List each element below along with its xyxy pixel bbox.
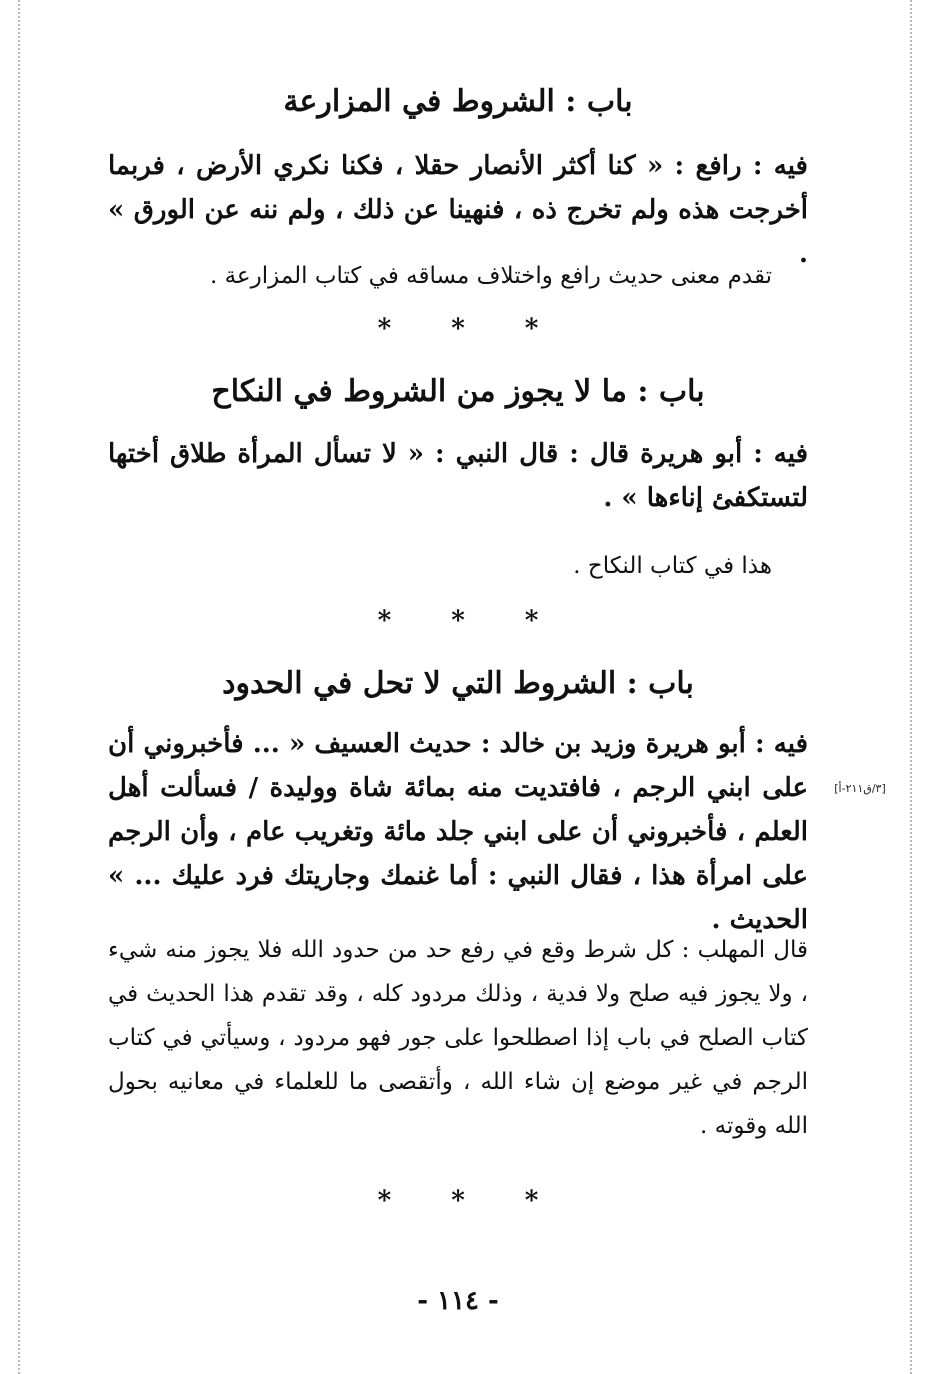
star-mark: * — [377, 314, 392, 344]
star-mark: * — [451, 314, 465, 344]
star-mark: * — [524, 314, 539, 344]
hadith-text: فيه : أبو هريرة وزيد بن خالد : حديث العسيف « ... فأخبروني أن على ابني الرجم ، فافتديت منه بمائة شاة ووليدة / فسألت أهل العلم ، فأخبروني أن على ابني جلد مائة وتغريب عام ، وأن الرجم على امرأة هذا ، فقال النبي : أما غنمك وجاريتك فرد عليك ... » الحديث . — [108, 729, 808, 935]
section-title: باب : الشروط في المزارعة — [283, 84, 633, 119]
star-mark: * — [451, 606, 465, 636]
star-mark: * — [524, 1186, 539, 1216]
hadith-text: فيه : أبو هريرة قال : قال النبي : « لا تسأل المرأة طلاق أختها لتستكفئ إناءها » . — [108, 439, 808, 513]
page-number: - ١١٤ - — [417, 1286, 499, 1316]
star-mark: * — [451, 1186, 465, 1216]
star-mark: * — [377, 606, 392, 636]
left-dotted-margin — [18, 0, 20, 1374]
commentary-text: قال المهلب : كل شرط وقع في رفع حد من حدود الله فلا يجوز منه شيء ، ولا يجوز فيه صلح ولا فدية ، وذلك مردود كله ، وقد تقدم هذا الحديث في كتاب الصلح في باب إذا اصطلحوا على جور فهو مردود ، وسيأتي في كتاب الرجم في غير موضع إن شاء الله ، وأتقصى ما للعلماء في معانيه بحول الله وقوته . — [108, 937, 808, 1139]
section-title: باب : الشروط التي لا تحل في الحدود — [222, 666, 694, 701]
section-separator — [108, 606, 808, 636]
section-separator — [108, 314, 808, 344]
commentary-text: تقدم معنى حديث رافع واختلاف مساقه في كتاب المزارعة . — [209, 263, 772, 289]
star-mark: * — [524, 606, 539, 636]
manuscript-folio-note: [٣/ق٢١١-أ] — [834, 782, 886, 795]
section-separator — [108, 1186, 808, 1216]
hadith-text: فيه : رافع : « كنا أكثر الأنصار حقلا ، فكنا نكري الأرض ، فربما أخرجت هذه ولم تخرج ذه ، فنهينا عن ذلك ، ولم ننه عن الورق » . — [108, 151, 808, 269]
right-dotted-margin — [910, 0, 912, 1374]
section-title: باب : ما لا يجوز من الشروط في النكاح — [211, 374, 705, 409]
commentary-text: هذا في كتاب النكاح . — [573, 553, 772, 579]
star-mark: * — [377, 1186, 392, 1216]
